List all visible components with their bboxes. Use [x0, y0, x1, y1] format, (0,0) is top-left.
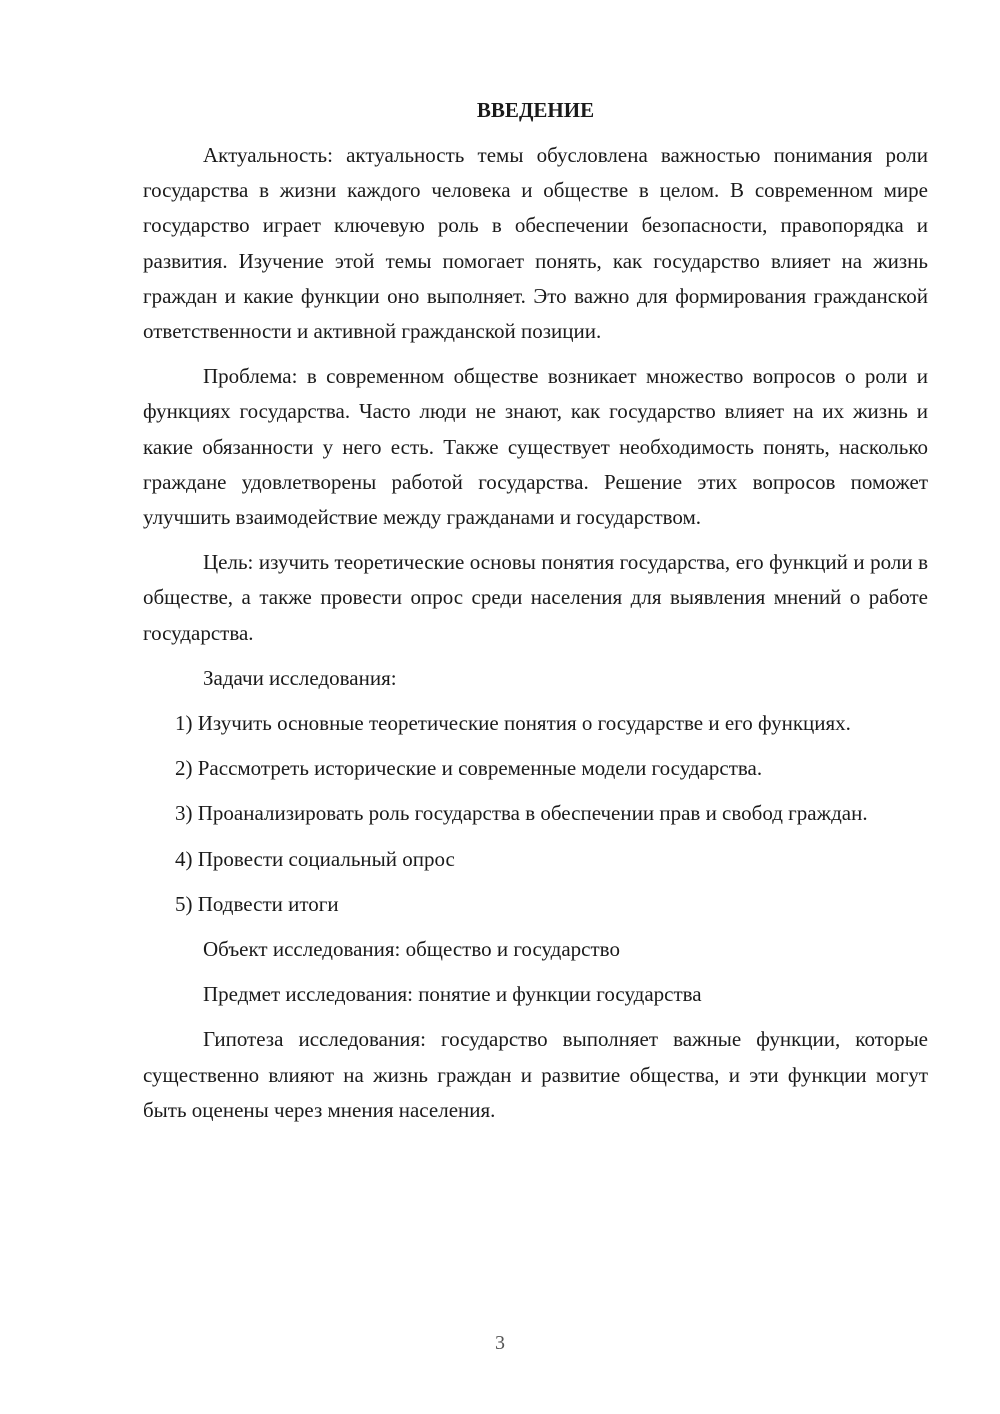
research-subject: Предмет исследования: понятие и функции государства	[203, 982, 702, 1007]
relevance-paragraph: Актуальность: актуальность темы обусловлена важностью понимания роли государства в жизни каждого человека и обществе в целом. В современном мире государство играет ключевую роль в обеспечении безопасности, правопорядка и развития. Изучение этой темы помогает понять, как государство влияет на жизнь граждан и какие функции оно выполняет. Это важно для формирования гражданской ответственности и активной гражданской позиции.	[143, 143, 928, 344]
tasks-heading: Задачи исследования:	[203, 665, 397, 690]
research-hypothesis: Гипотеза исследования: государство выполняет важные функции, которые существенно влияют на жизнь граждан и развитие общества, и эти функции могут быть оценены через мнения населения.	[143, 1027, 928, 1122]
task-item-2: 2) Рассмотреть исторические и современные модели государства.	[175, 756, 763, 781]
page-number: 3	[495, 1332, 505, 1354]
problem-paragraph: Проблема: в современном обществе возникает множество вопросов о роли и функциях государства. Часто люди не знают, как государство влияет на их жизнь и какие обязанности у него есть. Также существует необходимость понять, насколько граждане удовлетворены работой государства. Решение этих вопросов поможет улучшить взаимодействие между гражданами и государством.	[143, 364, 928, 530]
task-item-3: 3) Проанализировать роль государства в обеспечении прав и свобод граждан.	[175, 801, 868, 826]
task-item-4: 4) Провести социальный опрос	[175, 846, 455, 871]
document-page	[143, 94, 928, 1128]
research-object: Объект исследования: общество и государство	[203, 937, 620, 962]
task-item-5: 5) Подвести итоги	[175, 891, 339, 916]
goal-paragraph: Цель: изучить теоретические основы понятия государства, его функций и роли в обществе, а также провести опрос среди населения для выявления мнений о работе государства.	[143, 550, 928, 645]
page-title: ВВЕДЕНИЕ	[476, 98, 595, 122]
task-item-1: 1) Изучить основные теоретические понятия о государстве и его функциях.	[175, 711, 851, 736]
